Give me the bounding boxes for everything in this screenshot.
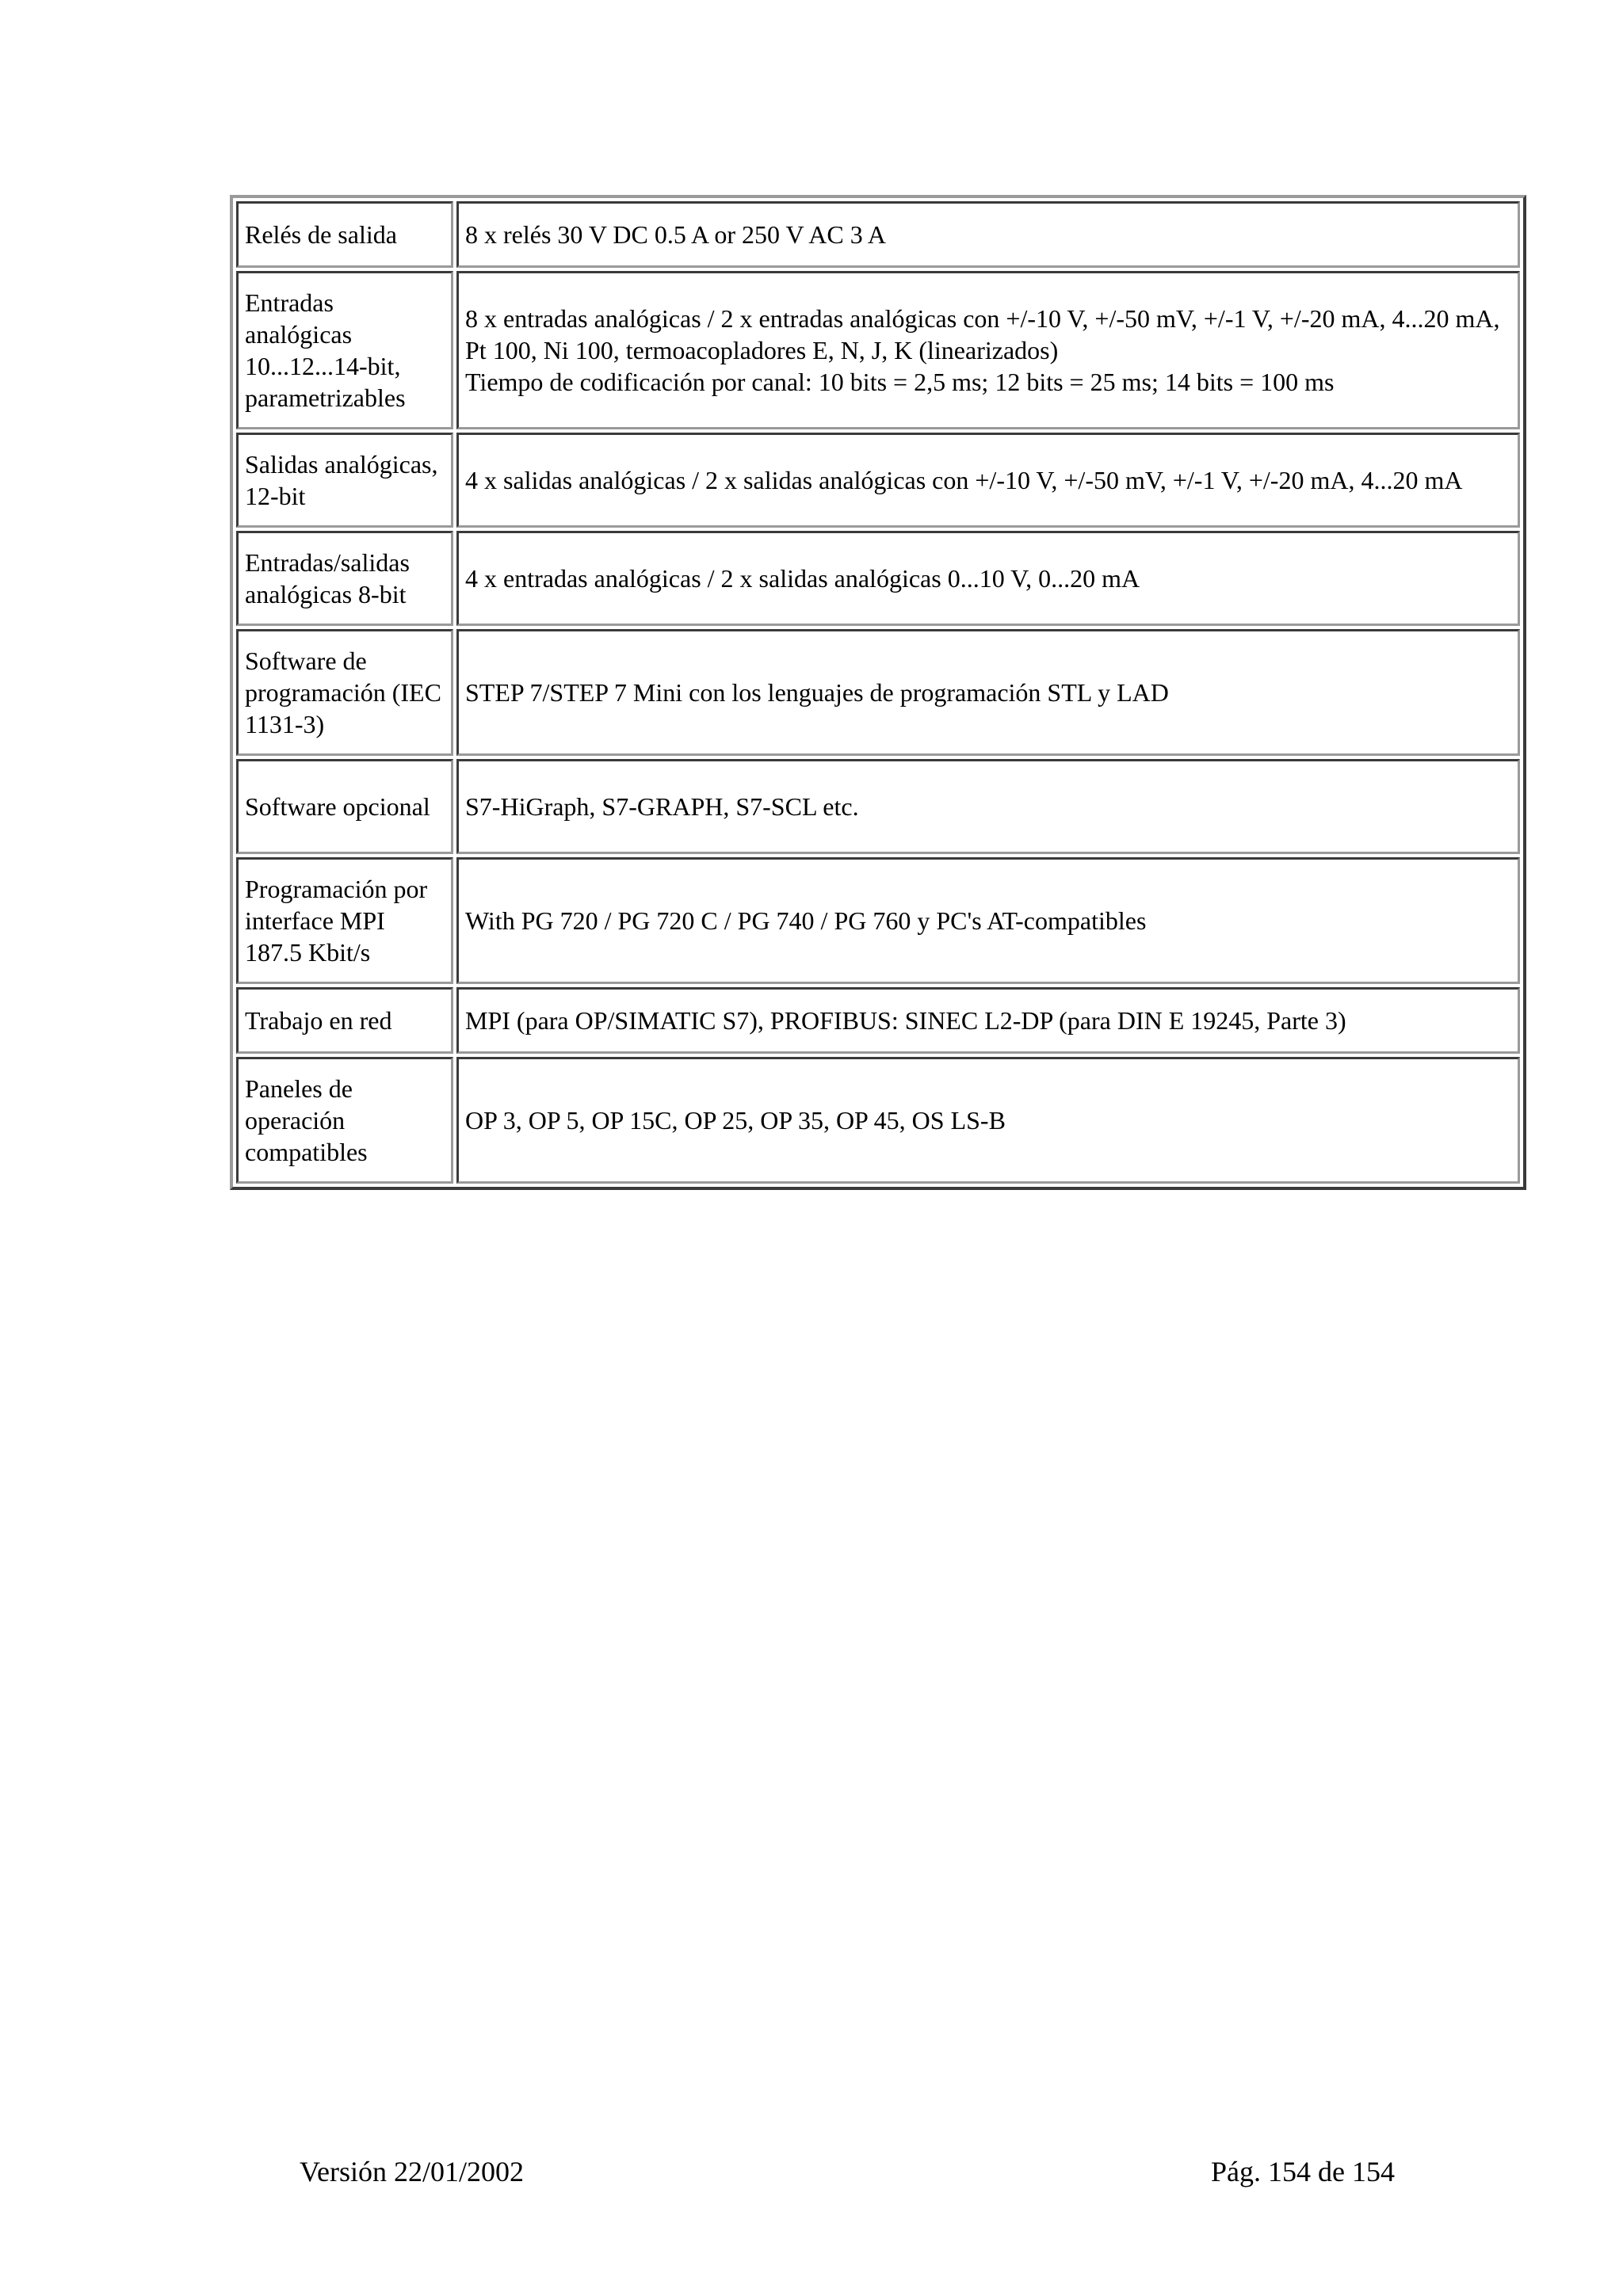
row-label: Entradas analógicas 10...12...14-bit, parametrizables — [236, 271, 453, 429]
footer-page-number: Pág. 154 de 154 — [1211, 2156, 1395, 2187]
table-row — [236, 759, 1520, 854]
row-label: Salidas analógicas, 12-bit — [236, 433, 453, 528]
row-value — [456, 433, 1520, 528]
footer-version: Versión 22/01/2002 — [300, 2156, 524, 2187]
row-label: Relés de salida — [236, 201, 453, 268]
row-value-line: 8 x entradas analógicas / 2 x entradas analógicas con +/-10 V, +/-50 mV, +/-1 V, +/-20 mA, 4...20 mA, Pt 100, Ni 100, termoacopladores E, N, J, K (linearizados) — [465, 304, 1500, 364]
row-value — [456, 629, 1520, 756]
table-row — [236, 201, 1520, 268]
row-label: Paneles de operación compatibles — [236, 1057, 453, 1184]
row-value — [456, 1057, 1520, 1184]
row-value — [456, 201, 1520, 268]
row-value-line: S7-HiGraph, S7-GRAPH, S7-SCL etc. — [465, 792, 859, 821]
row-label: Software opcional — [236, 759, 453, 854]
spec-table — [230, 195, 1526, 1190]
row-label: Software de programación (IEC 1131-3) — [236, 629, 453, 756]
row-value — [456, 857, 1520, 984]
row-value-line: 8 x relés 30 V DC 0.5 A or 250 V AC 3 A — [465, 220, 887, 249]
table-row — [236, 1057, 1520, 1184]
row-value — [456, 987, 1520, 1054]
row-value-line: OP 3, OP 5, OP 15C, OP 25, OP 35, OP 45, OS LS-B — [465, 1106, 1006, 1135]
row-value-line: Tiempo de codificación por canal: 10 bits = 2,5 ms; 12 bits = 25 ms; 14 bits = 100 ms — [465, 368, 1335, 396]
row-value — [456, 531, 1520, 626]
row-value — [456, 759, 1520, 854]
row-value-line: MPI (para OP/SIMATIC S7), PROFIBUS: SINEC L2-DP (para DIN E 19245, Parte 3) — [465, 1006, 1346, 1035]
table-row — [236, 857, 1520, 984]
table-row — [236, 271, 1520, 429]
row-value — [456, 271, 1520, 429]
row-label: Trabajo en red — [236, 987, 453, 1054]
table-row — [236, 629, 1520, 756]
row-label: Entradas/salidas analógicas 8-bit — [236, 531, 453, 626]
row-value-line: 4 x entradas analógicas / 2 x salidas analógicas 0...10 V, 0...20 mA — [465, 564, 1140, 593]
row-value-line: STEP 7/STEP 7 Mini con los lenguajes de programación STL y LAD — [465, 678, 1169, 707]
row-value-line: With PG 720 / PG 720 C / PG 740 / PG 760 y PC's AT-compatibles — [465, 906, 1147, 935]
row-value-line: 4 x salidas analógicas / 2 x salidas analógicas con +/-10 V, +/-50 mV, +/-1 V, +/-20 mA, 4...20 mA — [465, 466, 1463, 494]
row-label: Programación por interface MPI 187.5 Kbit/s — [236, 857, 453, 984]
table-row — [236, 987, 1520, 1054]
table-row — [236, 531, 1520, 626]
table-row — [236, 433, 1520, 528]
